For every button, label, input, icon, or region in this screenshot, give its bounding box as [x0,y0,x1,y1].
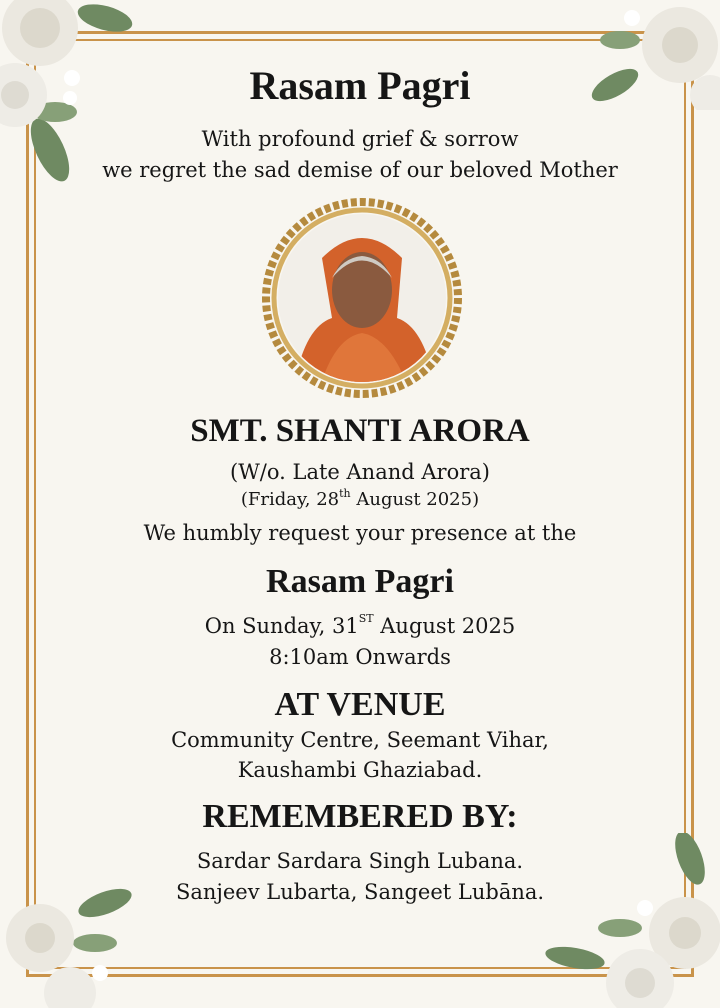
venue-line-2: Kaushambi Ghaziabad. [237,758,483,782]
ceremony-time: 8:10am Onwards [269,645,451,669]
ceremony-date [0,614,720,638]
deceased-relation: (W/o. Late Anand Arora) [230,460,490,484]
remembered-line-2: Sanjeev Lubarta, Sangeet Lubāna. [175,880,545,904]
death-date-prefix: (Friday, 28 [240,489,340,510]
portrait-photo-frame [262,198,462,398]
request-line: We humbly request your presence at the [143,521,577,545]
remembered-heading: REMEMBERED BY: [202,798,518,835]
ceremony-date-prefix: On Sunday, 31 [204,614,359,638]
deceased-name: SMT. SHANTI ARORA [190,413,530,449]
intro-line-2: we regret the sad demise of our beloved Mother [102,158,618,182]
death-date-suffix-sup: th [339,487,351,500]
death-date-rest: August 2025) [350,489,480,510]
ceremony-date-rest: August 2025 [373,614,516,638]
death-date [0,489,720,510]
page-title: Rasam Pagri [249,63,471,108]
intro-line-1: With profound grief & sorrow [201,127,519,151]
ceremony-title: Rasam Pagri [266,563,454,600]
venue-line-1: Community Centre, Seemant Vihar, [171,728,549,752]
ceremony-date-sup: ST [358,612,374,625]
venue-heading: AT VENUE [274,686,446,723]
remembered-line-1: Sardar Sardara Singh Lubana. [196,849,524,873]
